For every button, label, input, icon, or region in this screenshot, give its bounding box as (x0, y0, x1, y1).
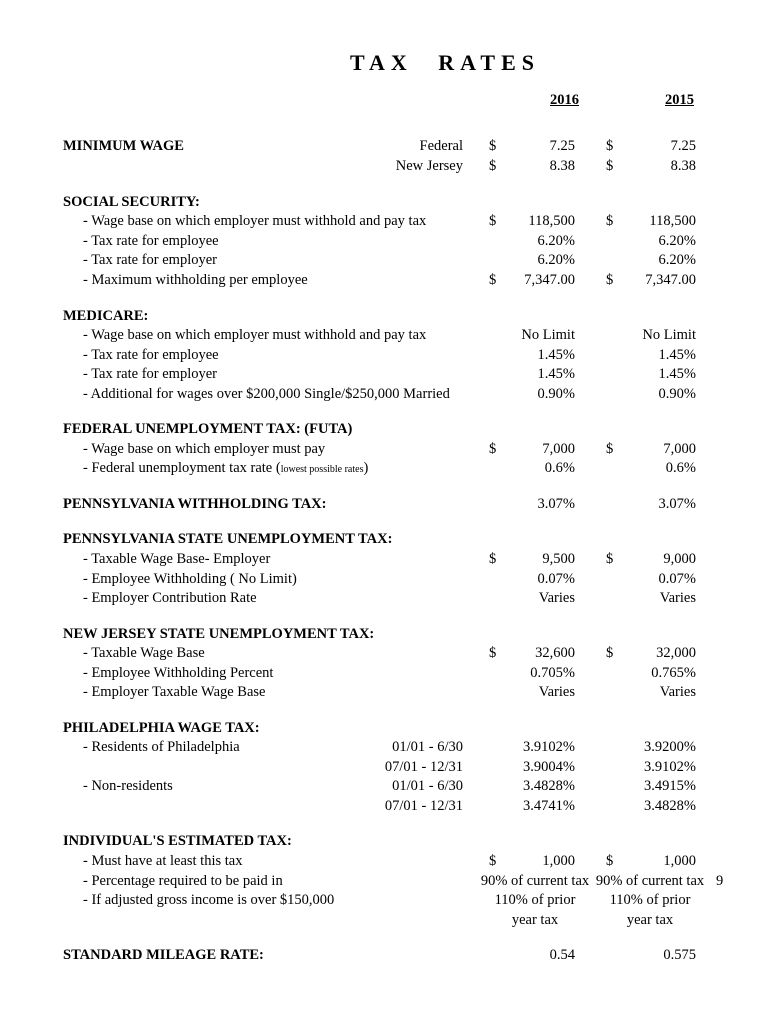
est-percentage-overflow: 9 (716, 873, 724, 889)
page-title: TAX RATES (349, 50, 541, 75)
dollar-sign: $ (606, 213, 614, 229)
ss-rate-employee-label: - Tax rate for employee (83, 233, 219, 249)
ss-wage-base-2016: 118,500 (528, 213, 575, 229)
phila-nonresidents-period-2: 07/01 - 12/31 (384, 798, 463, 814)
phila-residents-p2-2016: 3.9004% (523, 759, 575, 775)
ss-rate-employee-2016: 6.20% (537, 233, 575, 249)
phila-residents-period-2: 07/01 - 12/31 (384, 759, 463, 775)
phila-nonresidents-label: - Non-residents (83, 778, 173, 794)
dollar-sign: $ (489, 213, 497, 229)
med-rate-employee-2015: 1.45% (658, 347, 696, 363)
est-agi-2016-line2: year tax (511, 912, 559, 928)
pa-withholding-2016: 3.07% (537, 496, 575, 512)
phila-nonresidents-p2-2015: 3.4828% (644, 798, 696, 814)
phila-residents-p1-2015: 3.9200% (644, 739, 696, 755)
ss-wage-base-label: - Wage base on which employer must withhold and pay tax (83, 213, 427, 229)
pa-employer-rate-2015: Varies (659, 590, 696, 606)
med-wage-base-2016: No Limit (521, 327, 575, 343)
minimum-wage-heading: MINIMUM WAGE (63, 138, 184, 154)
est-agi-2015-line1: 110% of prior (609, 892, 691, 908)
nj-employer-base-label: - Employer Taxable Wage Base (83, 684, 266, 700)
dollar-sign: $ (489, 272, 497, 288)
pa-withholding-2015: 3.07% (658, 496, 696, 512)
est-percentage-2016: 90% of current tax (480, 873, 590, 889)
ss-max-withholding-label: - Maximum withholding per employee (83, 272, 308, 288)
phila-nonresidents-period-1: 01/01 - 6/30 (392, 778, 463, 794)
pa-withholding-heading: PENNSYLVANIA WITHHOLDING TAX: (63, 496, 327, 512)
med-wage-base-label: - Wage base on which employer must withhold and pay tax (83, 327, 427, 343)
phila-residents-label: - Residents of Philadelphia (83, 739, 240, 755)
est-percentage-2015: 90% of current tax (595, 873, 705, 889)
mileage-2015: 0.575 (663, 947, 696, 963)
nj-employer-base-2015: Varies (659, 684, 696, 700)
futa-rate-label: - Federal unemployment tax rate (lowest possible rates) (83, 460, 369, 476)
phila-residents-p2-2015: 3.9102% (644, 759, 696, 775)
phila-residents-p1-2016: 3.9102% (523, 739, 575, 755)
est-must-have-2015: 1,000 (663, 853, 696, 869)
est-percentage-label: - Percentage required to be paid in (83, 873, 283, 889)
ss-rate-employer-2015: 6.20% (658, 252, 696, 268)
futa-wage-base-2016: 7,000 (542, 441, 575, 457)
est-must-have-label: - Must have at least this tax (83, 853, 243, 869)
dollar-sign: $ (489, 441, 497, 457)
phila-nonresidents-p2-2016: 3.4741% (523, 798, 575, 814)
nj-suta-heading: NEW JERSEY STATE UNEMPLOYMENT TAX: (63, 626, 375, 642)
med-additional-2016: 0.90% (537, 386, 575, 402)
ss-max-withholding-2015: 7,347.00 (645, 272, 696, 288)
med-rate-employer-2015: 1.45% (658, 366, 696, 382)
nj-employee-pct-label: - Employee Withholding Percent (83, 665, 274, 681)
phila-heading: PHILADELPHIA WAGE TAX: (63, 720, 260, 736)
pa-wage-base-2016: 9,500 (542, 551, 575, 567)
mileage-heading: STANDARD MILEAGE RATE: (63, 947, 264, 963)
dollar-sign: $ (606, 551, 614, 567)
est-agi-2016-line1: 110% of prior (494, 892, 576, 908)
ss-rate-employee-2015: 6.20% (658, 233, 696, 249)
pa-employer-rate-2016: Varies (538, 590, 575, 606)
phila-nonresidents-p1-2016: 3.4828% (523, 778, 575, 794)
ss-max-withholding-2016: 7,347.00 (524, 272, 575, 288)
nj-2016: 8.38 (549, 158, 575, 174)
mileage-2016: 0.54 (549, 947, 575, 963)
futa-rate-note: lowest possible rates (280, 464, 364, 475)
est-must-have-2016: 1,000 (542, 853, 575, 869)
dollar-sign: $ (489, 645, 497, 661)
pa-wage-base-2015: 9,000 (663, 551, 696, 567)
futa-rate-2015: 0.6% (665, 460, 696, 476)
futa-wage-base-label: - Wage base on which employer must pay (83, 441, 326, 457)
ss-wage-base-2015: 118,500 (649, 213, 696, 229)
dollar-sign: $ (606, 158, 614, 174)
year-header-2015: 2015 (665, 92, 694, 108)
dollar-sign: $ (606, 138, 614, 154)
est-agi-label: - If adjusted gross income is over $150,000 (83, 892, 335, 908)
nj-employee-pct-2015: 0.765% (651, 665, 696, 681)
year-header-2016: 2016 (550, 92, 579, 108)
dollar-sign: $ (606, 645, 614, 661)
ss-rate-employer-2016: 6.20% (537, 252, 575, 268)
futa-wage-base-2015: 7,000 (663, 441, 696, 457)
nj-employer-base-2016: Varies (538, 684, 575, 700)
nj-2015: 8.38 (670, 158, 696, 174)
nj-wage-base-2015: 32,000 (656, 645, 696, 661)
dollar-sign: $ (606, 441, 614, 457)
med-rate-employee-2016: 1.45% (537, 347, 575, 363)
federal-label: Federal (419, 138, 463, 154)
nj-wage-base-2016: 32,600 (535, 645, 575, 661)
pa-suta-heading: PENNSYLVANIA STATE UNEMPLOYMENT TAX: (63, 531, 393, 547)
ss-rate-employer-label: - Tax rate for employer (83, 252, 217, 268)
futa-heading: FEDERAL UNEMPLOYMENT TAX: (FUTA) (63, 421, 353, 437)
dollar-sign: $ (606, 853, 614, 869)
federal-2015: 7.25 (670, 138, 696, 154)
phila-nonresidents-p1-2015: 3.4915% (644, 778, 696, 794)
dollar-sign: $ (489, 551, 497, 567)
nj-employee-pct-2016: 0.705% (530, 665, 575, 681)
pa-employee-withholding-label: - Employee Withholding ( No Limit) (83, 571, 297, 587)
pa-employer-rate-label: - Employer Contribution Rate (83, 590, 257, 606)
federal-2016: 7.25 (549, 138, 575, 154)
dollar-sign: $ (489, 138, 497, 154)
estimated-heading: INDIVIDUAL'S ESTIMATED TAX: (63, 833, 292, 849)
med-wage-base-2015: No Limit (642, 327, 696, 343)
est-agi-2015-line2: year tax (626, 912, 674, 928)
nj-wage-base-label: - Taxable Wage Base (83, 645, 205, 661)
nj-label: New Jersey (395, 158, 463, 174)
medicare-heading: MEDICARE: (63, 308, 149, 324)
dollar-sign: $ (606, 272, 614, 288)
dollar-sign: $ (489, 158, 497, 174)
pa-wage-base-label: - Taxable Wage Base- Employer (83, 551, 271, 567)
med-additional-2015: 0.90% (658, 386, 696, 402)
phila-residents-period-1: 01/01 - 6/30 (392, 739, 463, 755)
med-rate-employer-2016: 1.45% (537, 366, 575, 382)
med-rate-employer-label: - Tax rate for employer (83, 366, 217, 382)
dollar-sign: $ (489, 853, 497, 869)
pa-employee-withholding-2016: 0.07% (537, 571, 575, 587)
futa-rate-2016: 0.6% (544, 460, 575, 476)
pa-employee-withholding-2015: 0.07% (658, 571, 696, 587)
social-security-heading: SOCIAL SECURITY: (63, 194, 200, 210)
med-additional-label: - Additional for wages over $200,000 Single/$250,000 Married (83, 386, 450, 402)
med-rate-employee-label: - Tax rate for employee (83, 347, 219, 363)
